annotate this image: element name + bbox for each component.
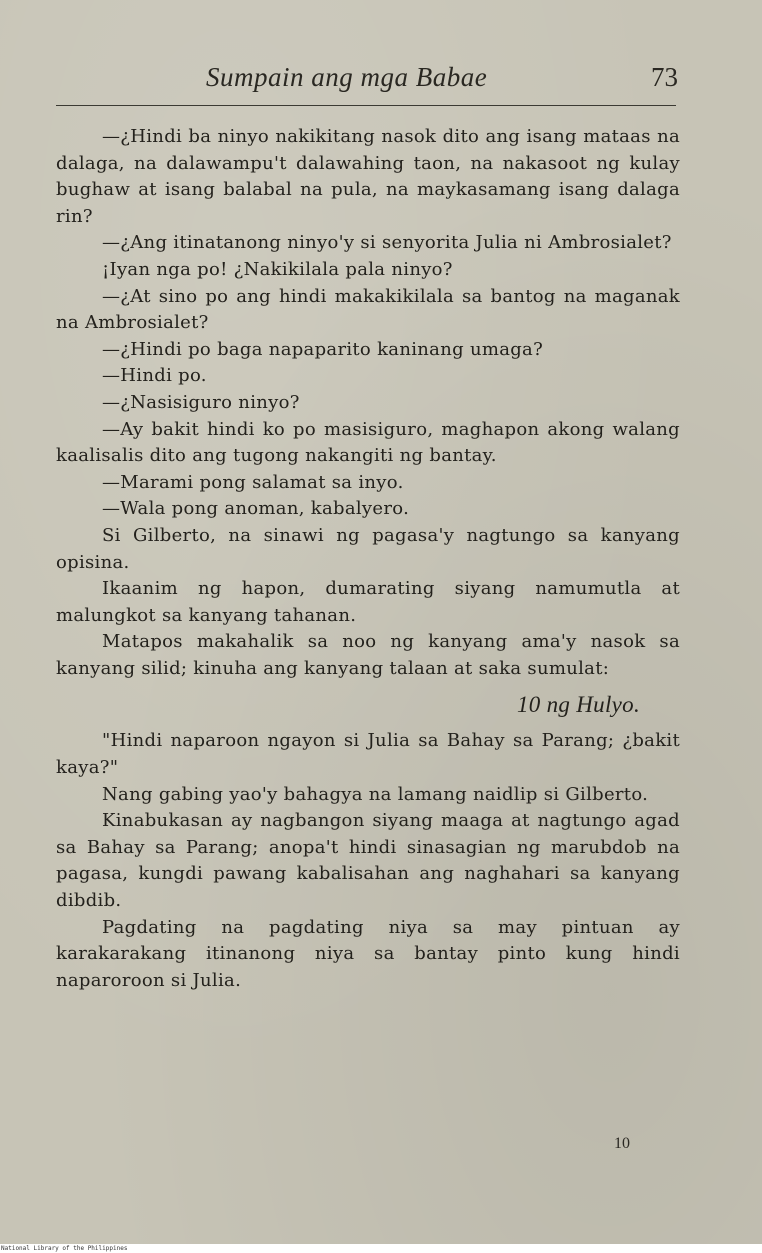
paragraph: —¿Hindi po baga napaparito kaninang umaga? bbox=[102, 338, 544, 360]
header-rule bbox=[56, 105, 676, 106]
paragraph: Nang gabing yao'y bahagya na lamang naidlip si Gilberto. bbox=[102, 783, 649, 805]
footer-credit: National Library of the Philippines bbox=[1, 1245, 128, 1252]
paragraph: —¿At sino po ang hindi makakikilala sa bantog na maganak na Ambrosialet? bbox=[56, 285, 680, 334]
paragraph: Pagdating na pagdating niya sa may pintuan ay karakarakang itinanong niya sa bantay pinto kung hindi naparoroon si Julia. bbox=[56, 916, 680, 991]
running-head bbox=[56, 58, 676, 98]
body-text bbox=[56, 124, 680, 994]
paragraph: —Ay bakit hindi ko po masisiguro, maghapon akong walang kaalisalis dito ang tugong nakangiti ng bantay. bbox=[56, 418, 680, 467]
signature-mark: 10 bbox=[614, 1135, 630, 1152]
paragraph: —Marami pong salamat sa inyo. bbox=[102, 471, 404, 493]
paragraph: Matapos makahalik sa noo ng kanyang ama'y nasok sa kanyang silid; kinuha ang kanyang talaan at saka sumulat: bbox=[56, 631, 680, 679]
page-number: 73 bbox=[651, 62, 678, 92]
paragraph: —¿Hindi ba ninyo nakikitang nasok dito ang isang mataas na dalaga, na dalawampu't dalawahing taon, na nakasoot ng kulay bughaw at isang balabal na pula, na maykasamang isang dalaga rin? bbox=[56, 126, 680, 227]
paragraph: —Wala pong anoman, kabalyero. bbox=[102, 498, 410, 520]
paragraph: Si Gilberto, na sinawi ng pagasa'y nagtungo sa kanyang opisina. bbox=[56, 524, 680, 573]
paragraph: Kinabukasan ay nagbangon siyang maaga at nagtungo agad sa Bahay sa Parang; anopa't hindi sinasagian ng marubdob na pagasa, kungdi pawang kabalisahan ang naghahari sa kanyang dibdib. bbox=[56, 810, 680, 912]
paragraph: —¿Ang itinatanong ninyo'y si senyorita Julia ni Ambrosialet? bbox=[102, 232, 672, 254]
running-title: Sumpain ang mga Babae bbox=[206, 62, 488, 92]
paragraph: "Hindi naparoon ngayon si Julia sa Bahay sa Parang; ¿bakit kaya?" bbox=[56, 730, 680, 779]
paragraph: ¡Iyan nga po! ¿Nakikilala pala ninyo? bbox=[102, 258, 453, 280]
paragraph: —¿Nasisiguro ninyo? bbox=[102, 391, 300, 413]
paragraph: —Hindi po. bbox=[102, 365, 207, 387]
paragraph: Ikaanim ng hapon, dumarating siyang namumutla at malungkot sa kanyang tahanan. bbox=[56, 578, 680, 626]
diary-dateline: 10 ng Hulyo. bbox=[516, 692, 640, 718]
